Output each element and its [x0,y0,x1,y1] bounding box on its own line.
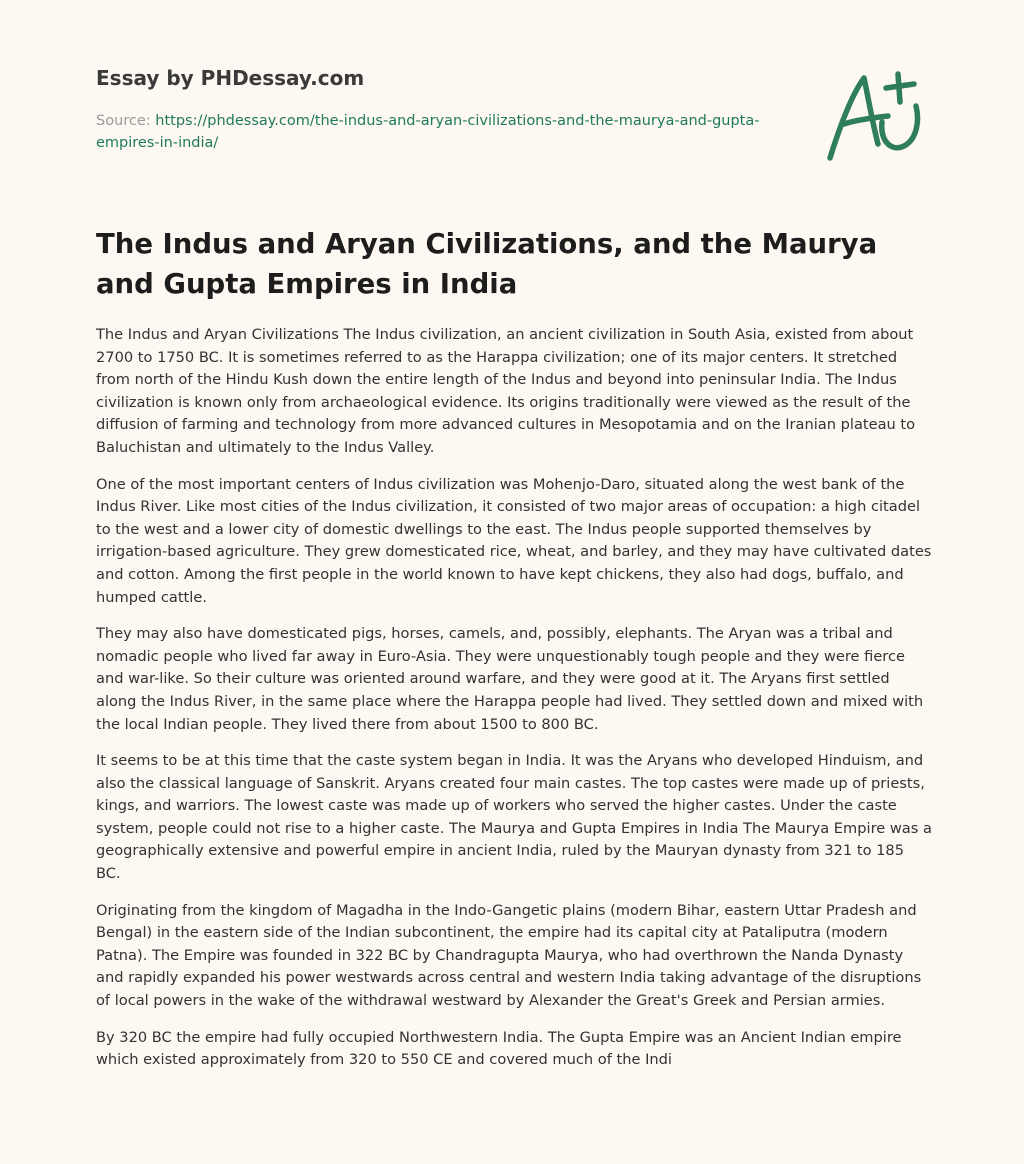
paragraph: They may also have domesticated pigs, horses, camels, and, possibly, elephants. The Aryan was a tribal and nomadic people who lived far away in Euro-Asia. They were unquestionably tough people and they were fierce and war-like. So their culture was oriented around warfare, and they were good at it. The Aryans first settled along the Indus River, in the same place where the Harappa people had lived. They settled down and mixed with the local Indian people. They lived there from about 1500 to 800 BC. [96,625,924,733]
source-line [96,110,796,154]
page-header [96,62,796,154]
paragraph: It seems to be at this time that the caste system began in India. It was the Aryans who developed Hinduism, and also the classical language of Sanskrit. Aryans created four main castes. The top castes were made up of priests, kings, and warriors. The lowest caste was made up of workers who served the higher castes. Under the caste system, people could not rise to a higher caste. The Maurya and Gupta Empires in India The Maurya Empire was a geographically extensive and powerful empire in ancient India, ruled by the Mauryan dynasty from 321 to 185 BC. [96,752,932,883]
page-title: The Indus and Aryan Civilizations, and the Maurya and Gupta Empires in India [96,228,878,300]
source-link[interactable]: https://phdessay.com/the-indus-and-aryan-civilizations-and-the-maurya-and-gupta-empires-in-india/ [96,113,760,151]
paragraph: Originating from the kingdom of Magadha in the Indo-Gangetic plains (modern Bihar, eastern Uttar Pradesh and Bengal) in the eastern side of the Indian subcontinent, the empire had its capital city at Pataliputra (modern Patna). The Empire was founded in 322 BC by Chandragupta Maurya, who had overthrown the Nanda Dynasty and rapidly expanded his power westwards across central and western India taking advantage of the disruptions of local powers in the wake of the withdrawal westward by Alexander the Great's Greek and Persian armies. [96,901,922,1010]
paragraph: By 320 BC the empire had fully occupied Northwestern India. The Gupta Empire was an Ancient Indian empire which existed approximately from 320 to 550 CE and covered much of the Indi [96,1028,902,1069]
a-plus-grade-icon [820,66,930,166]
paragraph: One of the most important centers of Indus civilization was Mohenjo-Daro, situated along the west bank of the Indus River. Like most cities of the Indus civilization, it consisted of two major areas of occupation: a high citadel to the west and a lower city of domestic dwellings to the east. The Indus people supported themselves by irrigation-based agriculture. They grew domesticated rice, wheat, and barley, and they may have cultivated dates and cotton. Among the first people in the world known to have kept chickens, they also had dogs, buffalo, and humped cattle. [96,475,932,606]
site-brand: Essay by PHDessay.com [96,66,365,90]
article-body [96,324,932,1086]
paragraph: The Indus and Aryan Civilizations The Indus civilization, an ancient civilization in South Asia, existed from about 2700 to 1750 BC. It is sometimes referred to as the Harappa civilization; one of its major centers. It stretched from north of the Hindu Kush down the entire length of the Indus and beyond into peninsular India. The Indus civilization is known only from archaeological evidence. Its origins traditionally were viewed as the result of the diffusion of farming and technology from more advanced cultures in Mesopotamia and on the Iranian plateau to Baluchistan and ultimately to the Indus Valley. [96,326,916,456]
source-label: Source: [96,113,156,129]
